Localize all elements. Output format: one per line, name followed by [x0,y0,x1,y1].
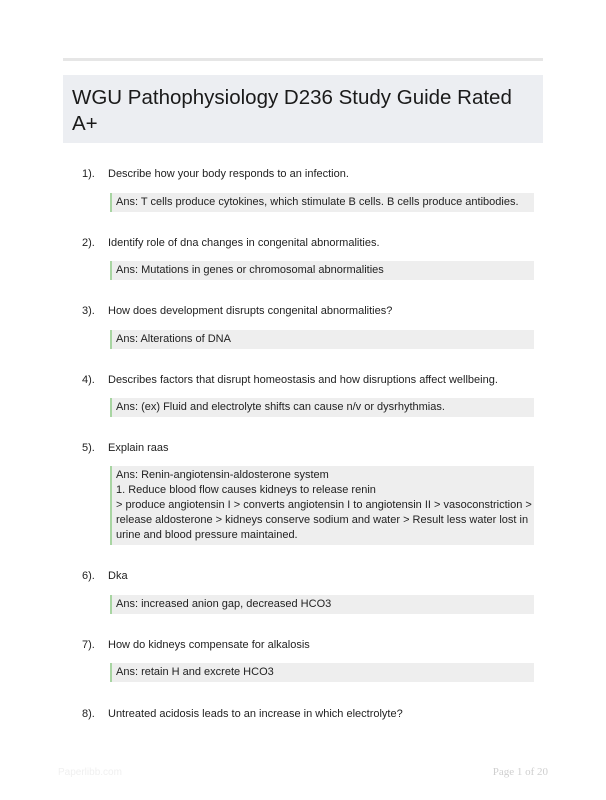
answer-box [110,595,534,614]
answer-line: 1. Reduce blood flow causes kidneys to release renin [116,484,376,496]
question-number: 8). [82,708,95,720]
question-text: Dka [108,570,128,582]
question-number: 1). [82,168,95,180]
page-title: WGU Pathophysiology D236 Study Guide Rated A+ [72,86,512,135]
answer-line: Ans: (ex) Fluid and electrolyte shifts can cause n/v or dysrhythmias. [116,401,445,413]
answer-box [110,663,534,682]
answer-box [110,398,534,417]
answer-line: Ans: Renin-angiotensin-aldosterone system [116,469,329,481]
answer-line: Ans: retain H and excrete HCO3 [116,666,274,678]
answer-line: > produce angiotensin I > converts angiotensin I to angiotensin II > vasoconstriction > [116,499,532,511]
answer-line: Ans: increased anion gap, decreased HCO3 [116,598,332,610]
question-text: Explain raas [108,442,169,454]
question-number: 3). [82,305,95,317]
question-text: Identify role of dna changes in congenital abnormalities. [108,237,380,249]
question-text: How do kidneys compensate for alkalosis [108,639,310,651]
question-text: How does development disrupts congenital abnormalities? [108,305,393,317]
answer-box [110,261,534,280]
footer-watermark: Paperlibb.com [58,767,122,778]
question-number: 4). [82,374,95,386]
question-text: Describe how your body responds to an infection. [108,168,349,180]
answer-line: Ans: Alterations of DNA [116,333,231,345]
page-number: Page 1 of 20 [492,766,548,778]
question-number: 6). [82,570,95,582]
question-number: 2). [82,237,95,249]
answer-box [110,466,534,545]
question-number: 7). [82,639,95,651]
question-text: Describes factors that disrupt homeostasis and how disruptions affect wellbeing. [108,374,498,386]
answer-box [110,193,534,212]
answer-line: Ans: T cells produce cytokines, which stimulate B cells. B cells produce antibodies. [116,196,519,208]
answer-line: release aldosterone > kidneys conserve sodium and water > Result less water lost in [116,514,529,526]
answer-line: Ans: Mutations in genes or chromosomal abnormalities [116,264,384,276]
question-text: Untreated acidosis leads to an increase in which electrolyte? [108,708,403,720]
question-number: 5). [82,442,95,454]
answer-box [110,330,534,349]
answer-line: urine and blood pressure maintained. [116,529,298,541]
